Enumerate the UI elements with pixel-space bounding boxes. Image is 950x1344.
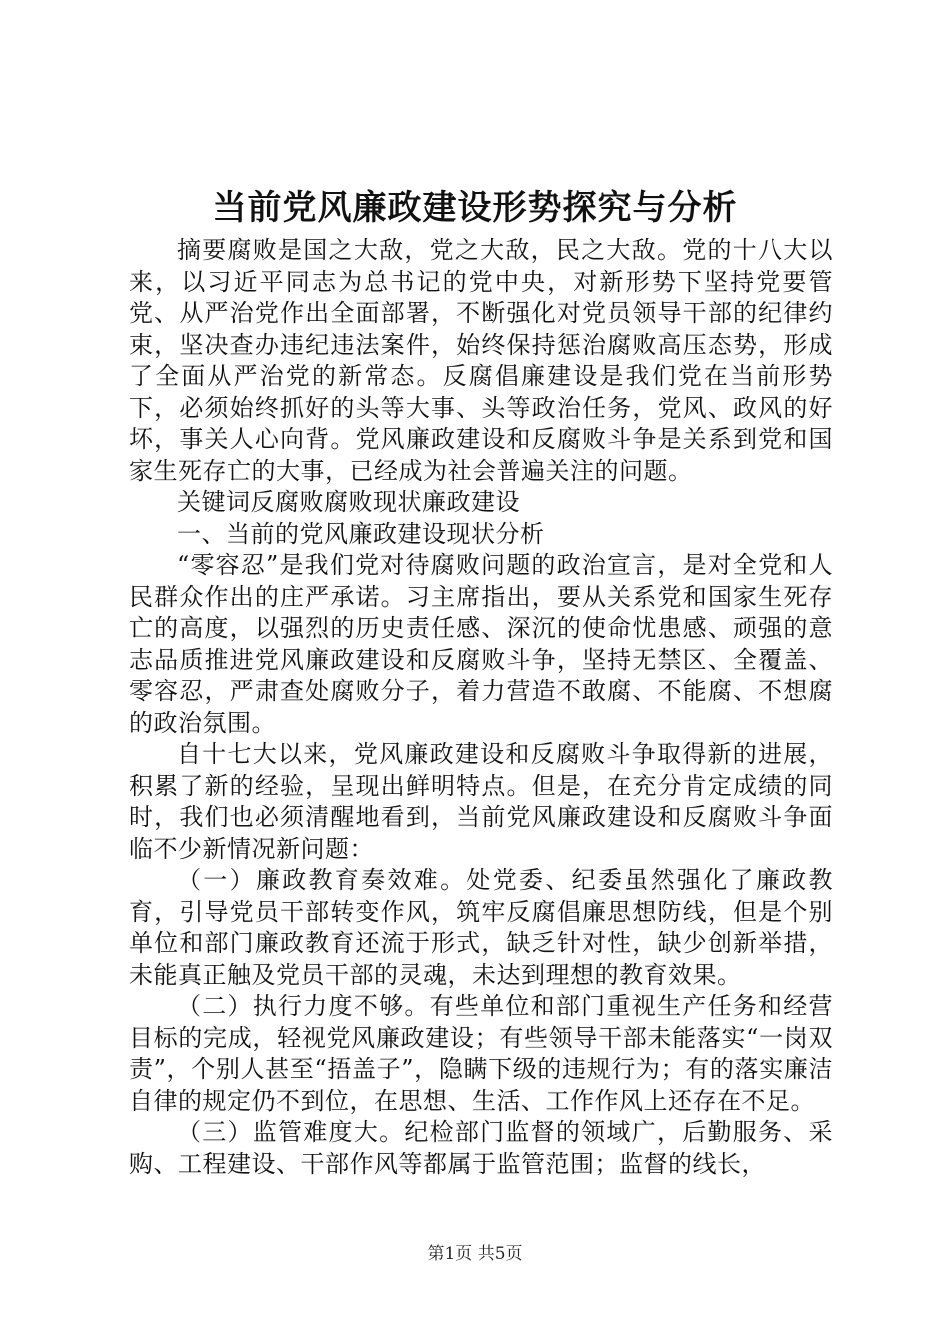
abstract-paragraph: 摘要腐败是国之大敌，党之大敌，民之大敌。党的十八大以来，以习近平同志为总书记的党中央，对新形势下坚持党要管党、从严治党作出全面部署，不断强化对党员领导干部的纪律约束，坚决查办违纪违法案件，始终保持惩治腐败高压态势，形成了全面从严治党的新常态。反腐倡廉建设是我们党在当前形势下，必须始终抓好的头等大事、头等政治任务，党风、政风的好坏，事关人心向背。党风廉政建设和反腐败斗争是关系到党和国家生死存亡的大事，已经成为社会普遍关注的问题。 xyxy=(129,236,833,485)
document-title: 当前党风廉政建设形势探究与分析 xyxy=(212,188,738,228)
body-paragraph: 自十七大以来，党风廉政建设和反腐败斗争取得新的进展，积累了新的经验，呈现出鲜明特点。但是，在充分肯定成绩的同时，我们也必须清醒地看到，当前党风廉政建设和反腐败斗争面临不少新情况新问题： xyxy=(129,740,833,863)
page-footer: 第1页 共5页 xyxy=(427,1244,523,1264)
document-body xyxy=(129,235,833,1180)
section-heading: 一、当前的党风廉政建设现状分析 xyxy=(177,519,545,548)
list-item-paragraph: （三）监管难度大。纪检部门监督的领域广，后勤服务、采购、工程建设、干部作风等都属于监管范围；监督的线长， xyxy=(129,1118,833,1178)
list-item-paragraph: （二）执行力度不够。有些单位和部门重视生产任务和经营目标的完成，轻视党风廉政建设；有些领导干部未能落实“一岗双责”，个别人甚至“捂盖子”，隐瞒下级的违规行为；有的落实廉洁自律的规定仍不到位，在思想、生活、工作作风上还存在不足。 xyxy=(129,992,833,1115)
keywords-paragraph: 关键词反腐败腐败现状廉政建设 xyxy=(177,488,520,516)
list-item-paragraph: （一）廉政教育奏效难。处党委、纪委虽然强化了廉政教育，引导党员干部转变作风，筑牢反腐倡廉思想防线，但是个别单位和部门廉政教育还流于形式，缺乏针对性，缺少创新举措，未能真正触及党员干部的灵魂，未达到理想的教育效果。 xyxy=(129,866,833,989)
body-paragraph: “零容忍”是我们党对待腐败问题的政治宣言，是对全党和人民群众作出的庄严承诺。习主席指出，要从关系党和国家生死存亡的高度，以强烈的历史责任感、深沉的使命忧患感、顽强的意志品质推进党风廉政建设和反腐败斗争，坚持无禁区、全覆盖、零容忍，严肃查处腐败分子，着力营造不敢腐、不能腐、不想腐的政治氛围。 xyxy=(129,551,833,737)
